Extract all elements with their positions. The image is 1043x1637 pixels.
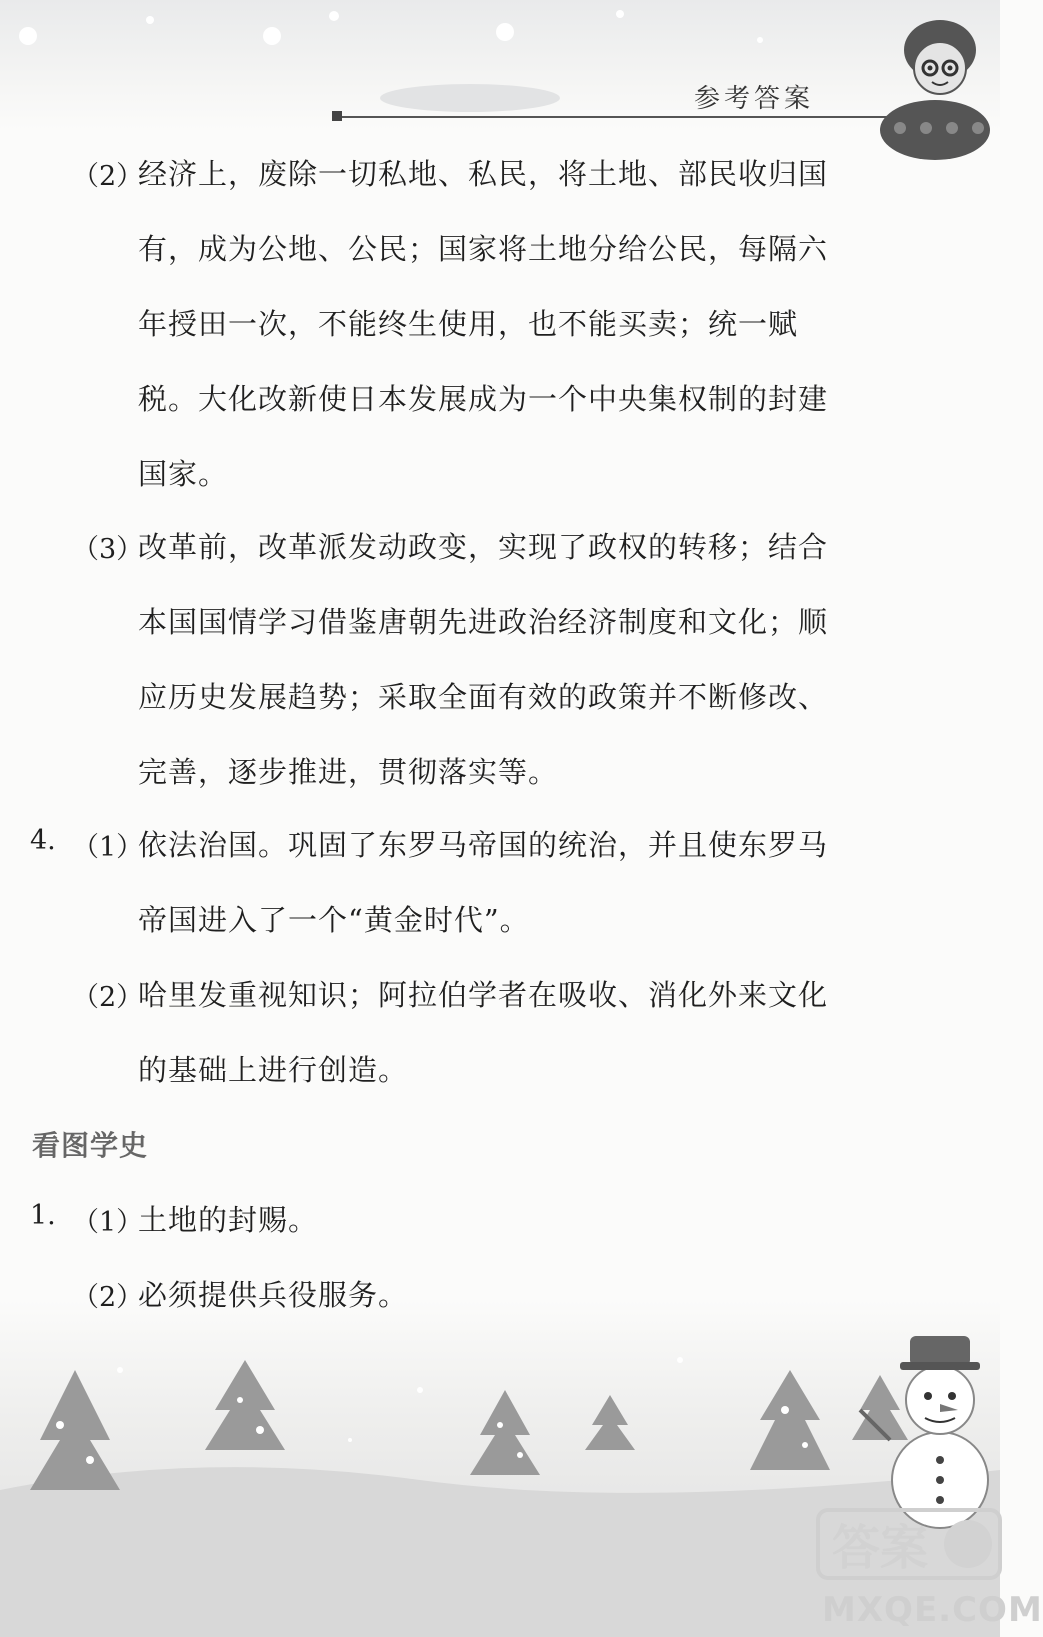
answer-line: 年授田一次，不能终生使用，也不能买卖；统一赋 [138, 307, 799, 341]
sub-question-marker: （3） [72, 534, 144, 565]
sub-question-marker: （1） [72, 1207, 144, 1238]
svg-text:答案: 答案 [832, 1520, 929, 1576]
answer-line: 本国国情学习借鉴唐朝先进政治经济制度和文化；顺 [138, 605, 829, 639]
answer-line: 依法治国。巩固了东罗马帝国的统治，并且使东罗马 [138, 828, 829, 862]
sub-question-marker: （2） [72, 1282, 144, 1313]
watermark-text: MXQE.COM [822, 1590, 1043, 1630]
question-number: 4. [30, 825, 56, 856]
answer-line: 帝国进入了一个“黄金时代”。 [138, 903, 530, 937]
question-number: 1. [30, 1200, 56, 1231]
answer-line: 经济上，废除一切私地、私民，将土地、部民收归国 [138, 157, 829, 191]
sub-question-marker: （1） [72, 832, 144, 863]
answer-line: 完善，逐步推进，贯彻落实等。 [138, 755, 559, 789]
answer-line: 税。大化改新使日本发展成为一个中央集权制的封建 [138, 382, 829, 416]
answer-line: 哈里发重视知识；阿拉伯学者在吸收、消化外来文化 [138, 978, 829, 1012]
sub-question-marker: （2） [72, 982, 144, 1013]
answer-line: 必须提供兵役服务。 [138, 1278, 409, 1312]
answer-line: 土地的封赐。 [138, 1203, 319, 1237]
header-label: 参考答案 [694, 84, 815, 114]
section-title: 看图学史 [32, 1129, 149, 1162]
answer-line: 有，成为公地、公民；国家将土地分给公民，每隔六 [138, 232, 829, 266]
answer-line: 的基础上进行创造。 [138, 1053, 409, 1087]
answer-line: 改革前，改革派发动政变，实现了政权的转移；结合 [138, 530, 829, 564]
answer-line: 国家。 [138, 457, 229, 491]
sub-question-marker: （2） [72, 161, 144, 192]
answer-line: 应历史发展趋势；采取全面有效的政策并不断修改、 [138, 680, 829, 714]
